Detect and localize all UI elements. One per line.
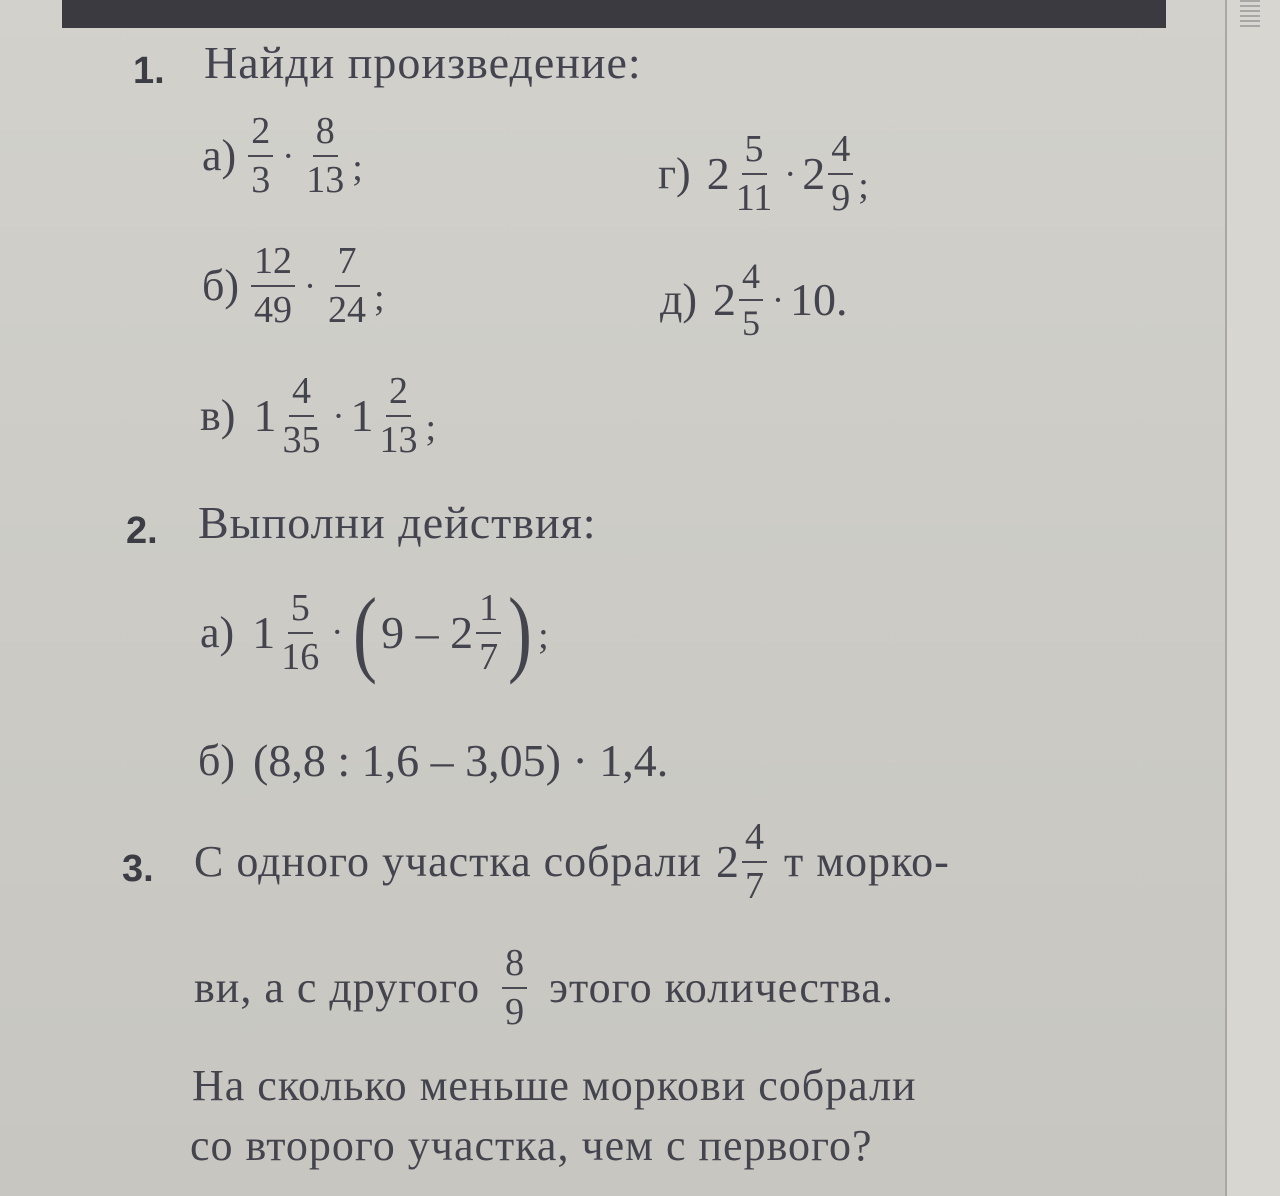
fraction — [278, 586, 322, 678]
item-label: в) — [200, 391, 236, 440]
multiply-dot: · — [282, 135, 295, 176]
item-label: д) — [660, 275, 698, 324]
fraction — [828, 130, 853, 217]
denominator: 49 — [254, 289, 293, 331]
adjacent-page-margin — [1227, 0, 1280, 1196]
problem-text: С одного участка собрали — [194, 837, 702, 886]
fraction — [251, 242, 295, 329]
left-parenthesis: ( — [353, 578, 378, 685]
numerator: 4 — [742, 818, 767, 863]
numerator: 4 — [289, 372, 314, 417]
fraction — [303, 112, 347, 199]
denominator: 24 — [328, 289, 367, 331]
whole-part: 2 — [706, 148, 730, 199]
task-2b-expression — [198, 734, 668, 787]
fraction — [325, 242, 369, 329]
decimal-expression: (8,8 : 1,6 – 3,05) · 1,4. — [253, 735, 669, 786]
numerator: 12 — [251, 242, 295, 287]
fraction — [248, 112, 273, 199]
task-1b-expression — [202, 242, 385, 329]
numerator: 5 — [288, 589, 313, 634]
task-2a-expression — [200, 578, 549, 685]
denominator: 5 — [742, 303, 761, 343]
task-1-title: Найди произведение: — [204, 37, 642, 88]
fraction — [502, 944, 527, 1031]
multiplier-value: 10. — [790, 274, 848, 325]
fraction — [476, 586, 501, 678]
numerator: 4 — [828, 130, 853, 175]
task-3-line-2 — [194, 944, 894, 1031]
task-2-title: Выполни действия: — [198, 497, 597, 548]
task-1a-expression — [202, 112, 363, 199]
denominator: 3 — [251, 159, 271, 201]
numerator: 8 — [502, 944, 527, 989]
right-parenthesis: ) — [508, 578, 533, 685]
item-label: а) — [202, 131, 237, 180]
problem-text: этого количества. — [549, 963, 894, 1012]
fraction — [739, 258, 763, 341]
fraction — [742, 818, 767, 905]
task-1g-expression — [658, 130, 869, 217]
item-label: б) — [198, 736, 236, 785]
numerator: 1 — [476, 589, 501, 634]
fraction — [376, 372, 420, 459]
task-3-line-4: со второго участка, чем с первого? — [190, 1121, 873, 1170]
denominator: 7 — [744, 865, 764, 907]
item-label: б) — [202, 261, 240, 310]
denominator: 11 — [735, 177, 773, 219]
page-edge-marks — [1240, 0, 1260, 30]
denominator: 7 — [479, 635, 499, 678]
whole-part: 1 — [253, 390, 277, 441]
whole-part: 2 — [715, 836, 739, 887]
numerator: 7 — [335, 242, 360, 287]
multiply-dot: · — [332, 395, 345, 436]
numerator: 8 — [313, 112, 338, 157]
task-1-number: 1. — [133, 50, 165, 92]
fraction — [733, 130, 776, 217]
numerator: 2 — [248, 112, 273, 157]
denominator: 35 — [282, 419, 321, 461]
denominator: 13 — [306, 159, 345, 201]
numerator: 5 — [742, 130, 767, 175]
task-2-number: 2. — [126, 510, 158, 552]
denominator: 16 — [281, 635, 320, 678]
semicolon: ; — [858, 165, 869, 207]
semicolon: ; — [352, 147, 363, 189]
multiply-dot: · — [772, 279, 785, 320]
multiply-dot: · — [784, 153, 797, 194]
item-label: а) — [200, 607, 235, 657]
item-label: г) — [658, 149, 691, 198]
multiply-dot: · — [304, 265, 317, 306]
task-3-line-3: На сколько меньше моркови собрали — [192, 1061, 917, 1110]
semicolon: ; — [538, 615, 549, 657]
inner-expression: 9 – 2 — [381, 606, 474, 658]
multiply-dot: · — [331, 612, 344, 652]
whole-part: 2 — [713, 274, 737, 325]
task-3-line-1 — [194, 818, 950, 905]
task-1d-expression — [660, 258, 848, 341]
task-1v-expression — [200, 372, 436, 459]
problem-text: т морко- — [783, 837, 950, 886]
semicolon: ; — [374, 277, 385, 319]
task-3-number: 3. — [122, 848, 154, 890]
denominator: 13 — [379, 419, 418, 461]
semicolon: ; — [425, 407, 436, 449]
whole-part: 1 — [252, 606, 276, 658]
problem-text: ви, а с другого — [194, 963, 481, 1012]
denominator: 9 — [505, 991, 525, 1033]
top-dark-strip — [62, 0, 1166, 28]
denominator: 9 — [831, 177, 851, 219]
numerator: 2 — [386, 372, 411, 417]
fraction — [279, 372, 323, 459]
whole-part: 2 — [802, 148, 826, 199]
whole-part: 1 — [350, 390, 374, 441]
numerator: 4 — [739, 258, 763, 301]
